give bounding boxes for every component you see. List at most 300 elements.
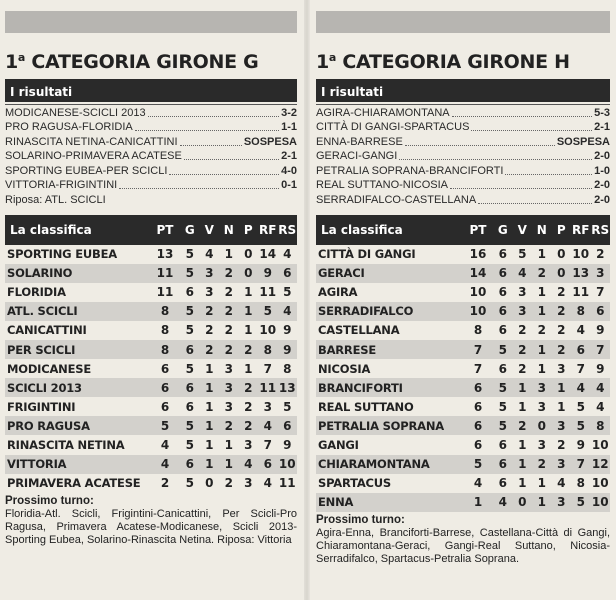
section-title [5, 44, 297, 72]
stat-p: 1 [244, 361, 253, 376]
standings-row [316, 474, 610, 493]
result-row [316, 134, 610, 149]
stat-n: 3 [532, 378, 552, 397]
stat-n: 1 [537, 285, 546, 300]
stat-p: 4 [557, 476, 566, 491]
standings-row [5, 283, 297, 302]
stat-g: 5 [180, 416, 200, 435]
result-score: 2-1 [594, 121, 610, 133]
standings-row [316, 264, 610, 283]
stat-rs: 11 [278, 476, 296, 491]
stat-p: 3 [552, 416, 572, 435]
next-round-title: Prossimo turno: [316, 513, 405, 526]
stat-rs: 9 [278, 340, 298, 359]
result-score: 2-0 [594, 179, 610, 191]
stat-pt: 5 [150, 416, 180, 435]
column-header-pt: PT [156, 222, 174, 237]
team-name: PETRALIA SOPRANA [316, 416, 463, 435]
stat-g: 6 [180, 378, 200, 397]
stat-rs: 10 [278, 455, 298, 474]
stat-pt: 7 [463, 340, 493, 359]
stat-p: 2 [244, 399, 253, 414]
stat-pt: 6 [160, 361, 170, 376]
stat-g: 6 [493, 264, 513, 283]
stat-v: 2 [513, 340, 533, 359]
result-score: 5-3 [594, 106, 610, 119]
title-text: CATEGORIA GIRONE H [342, 51, 570, 73]
stat-pt: 6 [463, 378, 493, 397]
result-match: PRO RAGUSA-FLORIDIA [5, 121, 133, 133]
result-row [5, 178, 297, 193]
team-name: ATL. SCICLI [5, 302, 150, 321]
stat-rs: 10 [591, 437, 609, 452]
result-match: Riposa: ATL. SCICLI [5, 193, 106, 206]
stat-v: 1 [200, 416, 220, 435]
stat-p: 3 [552, 493, 572, 512]
dot-leader [399, 159, 592, 160]
stat-rf: 4 [258, 416, 278, 435]
stat-p: 1 [557, 399, 566, 414]
result-match: SPORTING EUBEA-PER SCICLI [5, 164, 168, 177]
section-title [316, 44, 610, 72]
stat-n: 2 [532, 455, 552, 474]
stat-p: 2 [239, 340, 259, 359]
page-fold [304, 0, 310, 600]
stat-pt: 14 [463, 264, 493, 283]
result-match: RINASCITA NETINA-CANICATTINI [5, 135, 178, 148]
stat-v: 2 [200, 302, 220, 321]
dot-leader [135, 130, 279, 131]
standings-row [5, 416, 297, 435]
team-name: GANGI [318, 437, 359, 452]
stat-p: 3 [557, 361, 566, 376]
stat-rs: 10 [591, 476, 609, 491]
stat-rs: 3 [591, 264, 611, 283]
stat-rs: 9 [283, 323, 292, 338]
team-name: RINASCITA NETINA [7, 437, 125, 452]
column-header-g: G [497, 222, 508, 237]
result-score: 2-1 [281, 150, 297, 162]
stat-rf: 8 [258, 340, 278, 359]
stat-n: 1 [532, 340, 552, 359]
stat-rf: 5 [258, 302, 278, 321]
stat-g: 6 [180, 455, 200, 474]
team-name: CHIARAMONTANA [316, 455, 463, 474]
standings-row [316, 397, 610, 416]
stat-g: 6 [493, 455, 513, 474]
standings-row [5, 455, 297, 474]
stat-g: 6 [185, 399, 194, 414]
stat-n: 3 [219, 378, 239, 397]
stat-g: 5 [180, 264, 200, 283]
stat-n: 1 [224, 437, 233, 452]
standings-row [5, 359, 297, 378]
stat-pt: 10 [463, 302, 493, 321]
result-score: 3-2 [281, 106, 297, 119]
stat-v: 3 [200, 264, 220, 283]
stat-rf: 14 [259, 247, 277, 262]
stat-p: 4 [239, 455, 259, 474]
stat-v: 1 [205, 437, 214, 452]
column-header-g: G [184, 222, 195, 237]
team-name: CASTELLANA [318, 323, 400, 338]
stat-n: 2 [224, 285, 233, 300]
team-name: ENNA [316, 493, 463, 512]
stat-rs: 4 [278, 302, 298, 321]
standings-row [316, 455, 610, 474]
stat-n: 0 [532, 416, 552, 435]
stat-rf: 7 [576, 361, 585, 376]
result-match: MODICANESE-SCICLI 2013 [5, 106, 146, 119]
dot-leader [450, 188, 592, 189]
standings-row [5, 397, 297, 416]
results-list [316, 104, 610, 207]
result-score: 1-1 [281, 121, 297, 133]
column-header-rs: RS [591, 222, 610, 237]
team-name: PRIMAVERA ACATESE [7, 476, 141, 491]
stat-rs: 2 [596, 247, 605, 262]
stat-p: 2 [557, 285, 566, 300]
result-row [316, 120, 610, 135]
dot-leader [148, 116, 279, 117]
stat-rf: 10 [572, 247, 590, 262]
stat-rs: 7 [591, 340, 611, 359]
standings-row [5, 302, 297, 321]
next-round-text: Floridia-Atl. Scicli, Frigintini-Canicattini, Per Scicli-Pro Ragusa, Primavera Acatese-Modicanese, Scicli 2013-Sporting Eubea, Solarino-Rinascita Netina. Riposa: Vittoria [5, 507, 297, 546]
stat-p: 2 [239, 416, 259, 435]
standings-table [5, 245, 297, 493]
stat-p: 1 [239, 302, 259, 321]
next-round [5, 495, 297, 547]
dot-leader [478, 203, 592, 204]
result-match: REAL SUTTANO-NICOSIA [316, 179, 449, 191]
stat-p: 2 [552, 340, 572, 359]
stat-v: 0 [205, 476, 214, 491]
stat-pt: 11 [156, 285, 174, 300]
stat-n: 3 [537, 399, 546, 414]
stat-g: 6 [493, 302, 513, 321]
stat-rf: 8 [571, 302, 591, 321]
stat-pt: 4 [150, 455, 180, 474]
result-row [5, 192, 297, 207]
stat-g: 5 [185, 361, 194, 376]
stat-v: 1 [205, 361, 214, 376]
results-header: I risultati [316, 79, 610, 102]
title-superscript: a [328, 51, 337, 64]
result-score: 1-0 [594, 164, 610, 177]
stat-rs: 4 [596, 399, 605, 414]
stat-g: 5 [498, 399, 507, 414]
standings-row [316, 340, 610, 359]
stat-pt: 4 [160, 437, 170, 452]
result-row [5, 163, 297, 178]
team-name: MODICANESE [7, 361, 92, 376]
team-name: SCICLI 2013 [5, 378, 150, 397]
stat-rf: 4 [576, 323, 585, 338]
stat-rf: 4 [571, 378, 591, 397]
stat-v: 1 [518, 437, 527, 452]
section-top-bar [316, 11, 610, 33]
stat-v: 3 [518, 285, 527, 300]
team-name: REAL SUTTANO [318, 399, 414, 414]
title-number: 1 [5, 51, 18, 73]
stat-n: 1 [537, 361, 546, 376]
stat-rf: 5 [571, 416, 591, 435]
stat-p: 2 [552, 302, 572, 321]
stat-n: 2 [537, 323, 546, 338]
stat-pt: 6 [473, 437, 483, 452]
result-score: SOSPESA [243, 135, 297, 148]
team-name: BARRESE [316, 340, 463, 359]
stat-rs: 6 [278, 416, 298, 435]
stat-pt: 10 [469, 285, 487, 300]
stat-p: 1 [244, 323, 253, 338]
stat-rf: 4 [263, 476, 272, 491]
result-score: SOSPESA [556, 135, 610, 148]
dot-leader [452, 116, 592, 117]
team-name: PRO RAGUSA [5, 416, 150, 435]
stat-g: 5 [493, 416, 513, 435]
stat-n: 2 [219, 264, 239, 283]
column-header-pt: PT [469, 222, 487, 237]
title-number: 1 [316, 51, 329, 73]
stat-rs: 9 [596, 323, 605, 338]
stat-g: 6 [498, 323, 507, 338]
stat-pt: 6 [463, 416, 493, 435]
stat-pt: 8 [473, 323, 483, 338]
team-name: FLORIDIA [7, 285, 66, 300]
result-row [316, 192, 610, 207]
stat-v: 4 [205, 247, 214, 262]
standings-row [5, 340, 297, 359]
stat-rs: 9 [596, 361, 605, 376]
team-name: SPORTING EUBEA [7, 247, 117, 262]
stat-rf: 5 [576, 399, 585, 414]
standings-header [316, 215, 610, 245]
stat-g: 5 [185, 323, 194, 338]
result-match: VITTORIA-FRIGINTINI [5, 179, 118, 191]
column-header-n: N [536, 222, 547, 237]
stat-rs: 5 [283, 399, 292, 414]
team-name: SERRADIFALCO [316, 302, 463, 321]
result-score: 2-0 [594, 193, 610, 206]
result-match: GERACI-GANGI [316, 150, 398, 162]
stat-n: 2 [224, 476, 233, 491]
column-header-p: P [243, 222, 253, 237]
stat-pt: 6 [473, 399, 483, 414]
stat-p: 3 [244, 476, 253, 491]
stat-rf: 9 [576, 437, 585, 452]
team-name: GERACI [316, 264, 463, 283]
results-header: I risultati [5, 79, 297, 102]
stat-pt: 11 [150, 264, 180, 283]
result-score: 2-0 [594, 150, 610, 162]
stat-rs: 7 [596, 285, 605, 300]
girone-g-section [5, 0, 297, 547]
team-name: PER SCICLI [5, 340, 150, 359]
standings-row [5, 435, 297, 454]
stat-g: 6 [180, 340, 200, 359]
stat-n: 1 [537, 476, 546, 491]
result-match: ENNA-BARRESE [316, 135, 403, 148]
column-header-v: V [204, 222, 214, 237]
team-name: NICOSIA [318, 361, 371, 376]
standings-row [5, 378, 297, 397]
stat-v: 3 [513, 302, 533, 321]
standings-row [316, 283, 610, 302]
result-row [316, 178, 610, 193]
result-match: SERRADIFALCO-CASTELLANA [316, 193, 477, 206]
stat-rf: 13 [571, 264, 591, 283]
team-name: BRANCIFORTI [316, 378, 463, 397]
column-header-v: V [517, 222, 527, 237]
stat-pt: 6 [150, 378, 180, 397]
stat-n: 1 [537, 247, 546, 262]
stat-g: 6 [185, 285, 194, 300]
stat-rs: 10 [591, 493, 611, 512]
stat-rf: 6 [571, 340, 591, 359]
stat-p: 1 [552, 378, 572, 397]
stat-p: 0 [244, 247, 253, 262]
stat-rs: 12 [591, 455, 611, 474]
stat-n: 2 [219, 302, 239, 321]
stat-rs: 6 [591, 302, 611, 321]
dot-leader [119, 188, 279, 189]
stat-rs: 5 [283, 285, 292, 300]
standings-row [316, 321, 610, 340]
result-row [316, 149, 610, 164]
stat-g: 5 [185, 437, 194, 452]
team-name: CANICATTINI [7, 323, 87, 338]
standings-title: La classifica [10, 222, 92, 237]
stat-g: 6 [498, 476, 507, 491]
stat-rf: 8 [576, 476, 585, 491]
standings-row [5, 321, 297, 340]
stat-v: 2 [518, 323, 527, 338]
result-score: 4-0 [281, 164, 297, 177]
standings-row [316, 359, 610, 378]
stat-n: 3 [224, 399, 233, 414]
dot-leader [471, 130, 592, 131]
standings-row [316, 435, 610, 454]
team-name: VITTORIA [5, 455, 150, 474]
stat-rs: 6 [278, 264, 298, 283]
standings-row [5, 245, 297, 264]
result-score: 0-1 [281, 179, 297, 191]
next-round-text: Agira-Enna, Branciforti-Barrese, Castellana-Città di Gangi, Chiaramontana-Geraci, Gangi-Real Suttano, Nicosia-Serradifalco, Spartacus-Petralia Soprana. [316, 526, 610, 565]
stat-rf: 5 [571, 493, 591, 512]
stat-v: 0 [513, 493, 533, 512]
title-text: CATEGORIA GIRONE G [31, 51, 259, 73]
stat-g: 6 [498, 437, 507, 452]
standings-row [5, 474, 297, 493]
standings-header [5, 215, 297, 245]
stat-rs: 4 [591, 378, 611, 397]
stat-n: 1 [224, 247, 233, 262]
team-name: SPARTACUS [318, 476, 392, 491]
stat-g: 6 [498, 361, 507, 376]
stat-pt: 4 [473, 476, 483, 491]
stat-rf: 10 [259, 323, 277, 338]
stat-p: 0 [239, 264, 259, 283]
standings-title: La classifica [321, 222, 403, 237]
standings-row [316, 493, 610, 512]
stat-n: 1 [532, 493, 552, 512]
stat-pt: 5 [463, 455, 493, 474]
stat-v: 1 [518, 399, 527, 414]
team-name: SOLARINO [5, 264, 150, 283]
stat-rs: 8 [283, 361, 292, 376]
column-header-n: N [223, 222, 234, 237]
result-match: AGIRA-CHIARAMONTANA [316, 106, 450, 119]
next-round [316, 514, 610, 566]
stat-rf: 9 [258, 264, 278, 283]
stat-g: 5 [180, 302, 200, 321]
dot-leader [405, 145, 555, 146]
stat-g: 6 [498, 247, 507, 262]
stat-pt: 2 [160, 476, 170, 491]
result-match: SOLARINO-PRIMAVERA ACATESE [5, 150, 182, 162]
stat-p: 3 [244, 437, 253, 452]
stat-p: 3 [552, 455, 572, 474]
dot-leader [180, 145, 242, 146]
stat-v: 1 [513, 378, 533, 397]
stat-v: 1 [205, 399, 214, 414]
stat-rf: 6 [258, 455, 278, 474]
stat-rs: 8 [591, 416, 611, 435]
stat-pt: 13 [156, 247, 174, 262]
stat-g: 5 [185, 247, 194, 262]
stat-p: 1 [244, 285, 253, 300]
result-match: CITTÀ DI GANGI-SPARTACUS [316, 121, 470, 133]
section-top-bar [5, 11, 297, 33]
dot-leader [184, 159, 279, 160]
result-row [5, 120, 297, 135]
stat-n: 1 [532, 302, 552, 321]
stat-g: 4 [493, 493, 513, 512]
stat-p: 0 [552, 264, 572, 283]
stat-v: 1 [200, 455, 220, 474]
stat-rf: 7 [263, 437, 272, 452]
next-round-title: Prossimo turno: [5, 494, 94, 507]
dot-leader [169, 174, 279, 175]
result-row [5, 104, 297, 120]
standings-row [316, 378, 610, 397]
stat-v: 2 [518, 361, 527, 376]
stat-rf: 11 [572, 285, 590, 300]
stat-v: 5 [518, 247, 527, 262]
stat-v: 1 [200, 378, 220, 397]
stat-rs: 13 [278, 378, 298, 397]
team-name: AGIRA [318, 285, 358, 300]
result-match: PETRALIA SOPRANA-BRANCIFORTI [316, 164, 504, 177]
stat-g: 5 [493, 378, 513, 397]
team-name: CITTÀ DI GANGI [318, 247, 416, 262]
stat-rs: 4 [283, 247, 292, 262]
standings-row [316, 416, 610, 435]
standings-table [316, 245, 610, 512]
stat-p: 2 [557, 323, 566, 338]
stat-n: 3 [224, 361, 233, 376]
stat-n: 1 [219, 455, 239, 474]
stat-n: 2 [219, 416, 239, 435]
standings-row [5, 264, 297, 283]
stat-n: 3 [537, 437, 546, 452]
stat-v: 3 [205, 285, 214, 300]
stat-rf: 3 [263, 399, 272, 414]
stat-n: 2 [532, 264, 552, 283]
stat-pt: 7 [473, 361, 483, 376]
